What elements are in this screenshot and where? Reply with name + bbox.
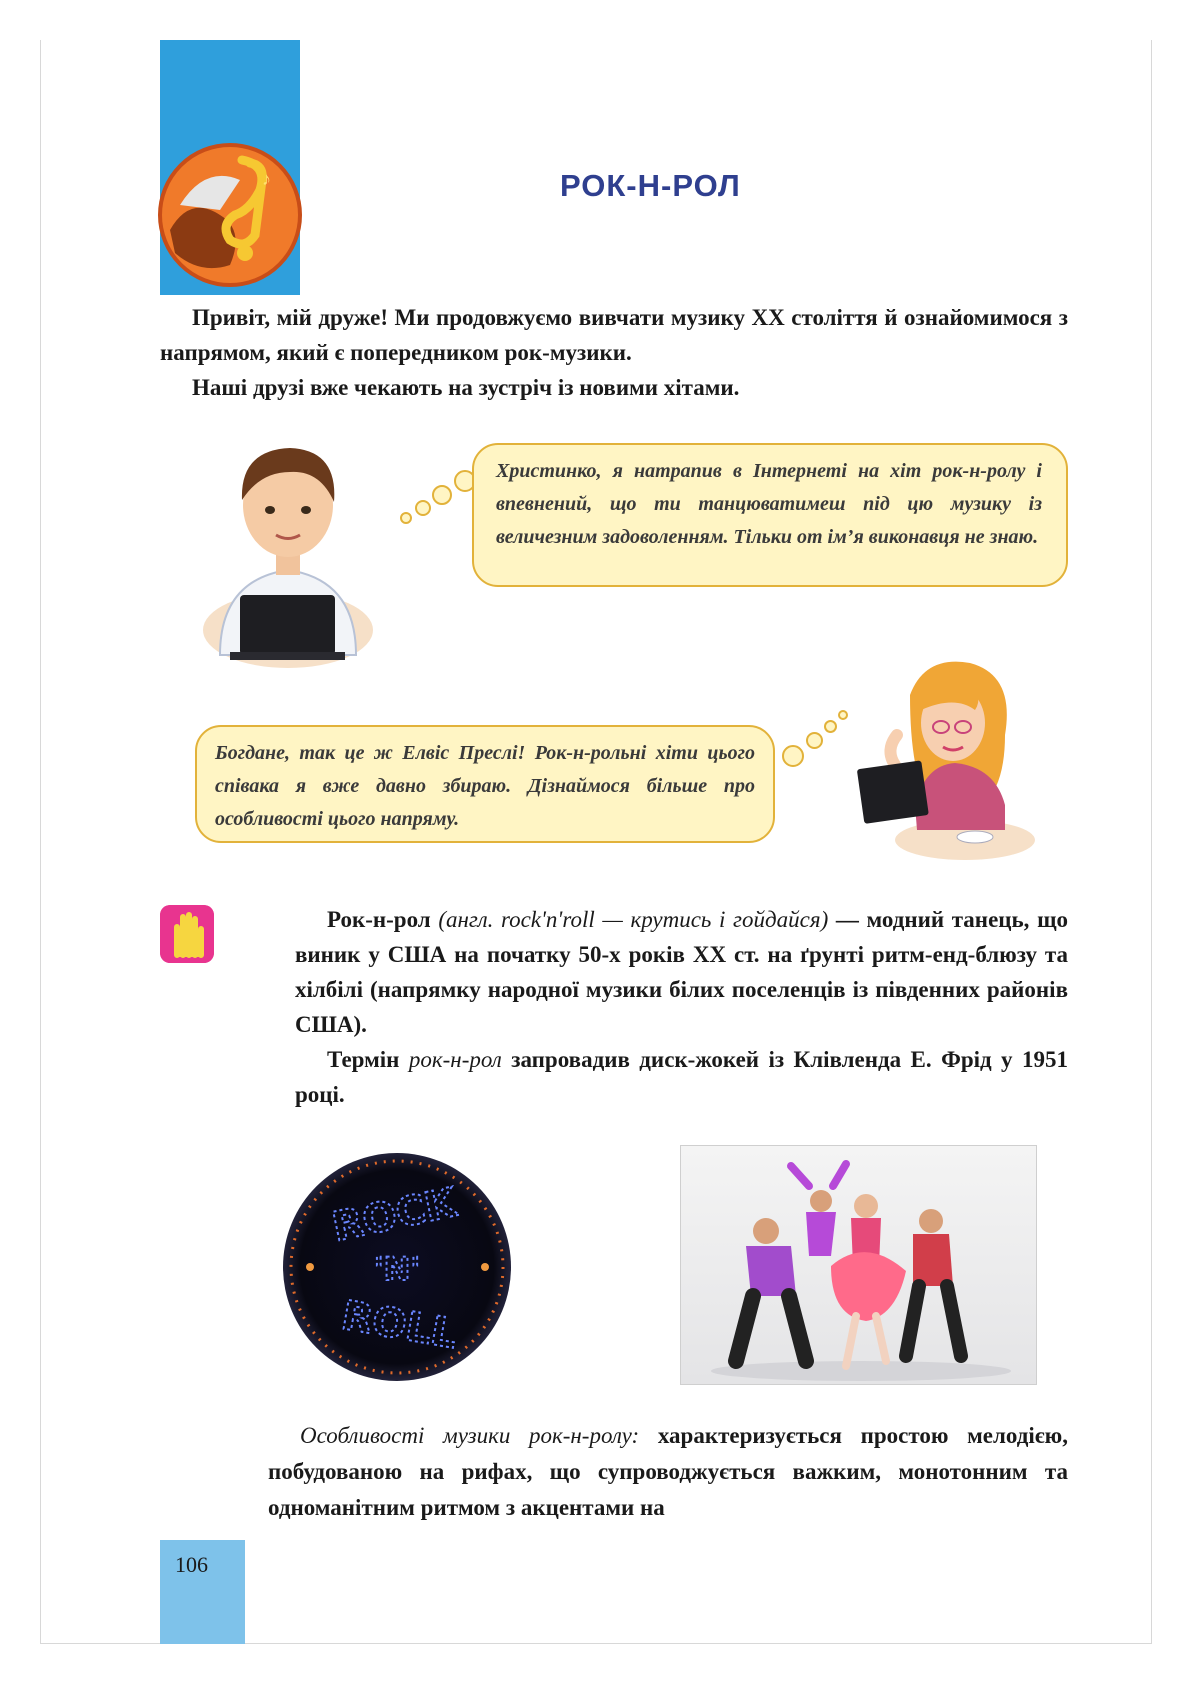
- rock-n-roll-neon-sign-image: [280, 1150, 515, 1385]
- neon-word-rock: ROCK: [328, 1179, 461, 1251]
- intro-text: [160, 300, 1068, 405]
- speech-bubble-boy: Христинко, я натрапив в Інтернеті на хіт рок-н-ролу і впевнений, що ти танцюватимеш під цю музику із величезним задоволенням. Тільки от ім’я виконавця не знаю.: [472, 443, 1068, 587]
- definition-etymology: (англ. rock'n'roll — крутись і гойдайся): [438, 907, 829, 932]
- music-emblem-icon: [150, 135, 310, 290]
- features-text: характеризується простою мелодією, побудованою на рифах, що супроводжується важким, монотонним та одноманітним ритмом з акцентами на: [268, 1423, 1068, 1520]
- intro-paragraph-2: Наші друзі вже чекають на зустріч із новими хітами.: [192, 375, 740, 400]
- features-label: Особливості музики рок-н-ролу:: [300, 1423, 640, 1448]
- boy-with-laptop-illustration: [200, 430, 375, 670]
- neon-word-roll: ROLL: [338, 1292, 461, 1358]
- dancers-figures-image: [681, 1146, 1037, 1385]
- girl-with-laptop-illustration: [855, 655, 1035, 865]
- svg-text:♪: ♪: [262, 169, 271, 189]
- term-italic: рок-н-рол: [408, 1047, 502, 1072]
- dancers-photo: [680, 1145, 1037, 1385]
- term-origin-paragraph: [295, 1042, 1068, 1112]
- page-title: РОК-Н-РОЛ: [560, 168, 741, 203]
- definition-term: Рок-н-рол: [327, 907, 431, 932]
- intro-paragraph-1: Привіт, мій друже! Ми продовжуємо вивчати музику ХХ століття й ознайомимося з напрямом, який є попередником рок-музики.: [160, 305, 1068, 365]
- stop-hand-icon: [160, 905, 214, 963]
- term-intro: Термін: [327, 1047, 409, 1072]
- features-text-block: [268, 1418, 1068, 1526]
- definition-paragraph: [295, 902, 1068, 1042]
- speech-bubble-girl: Богдане, так це ж Елвіс Преслі! Рок-н-рольні хіти цього співака я вже давно збираю. Дізнаймося більше про особливості цього напряму.: [195, 725, 775, 843]
- features-paragraph: [268, 1418, 1068, 1526]
- page-number: 106: [175, 1552, 208, 1577]
- term-rest: запровадив диск-жокей із Клівленда Е. Фрід у 1951 році.: [295, 1047, 1068, 1107]
- neon-word-n: 'N': [373, 1250, 421, 1288]
- definition-block: [295, 902, 1068, 1112]
- definition-text: — модний танець, що виник у США на початку 50-х років ХХ ст. на ґрунті ритм-енд-блюзу та хілбілі (напрямку народної музики білих поселенців із південних районів США).: [295, 907, 1068, 1037]
